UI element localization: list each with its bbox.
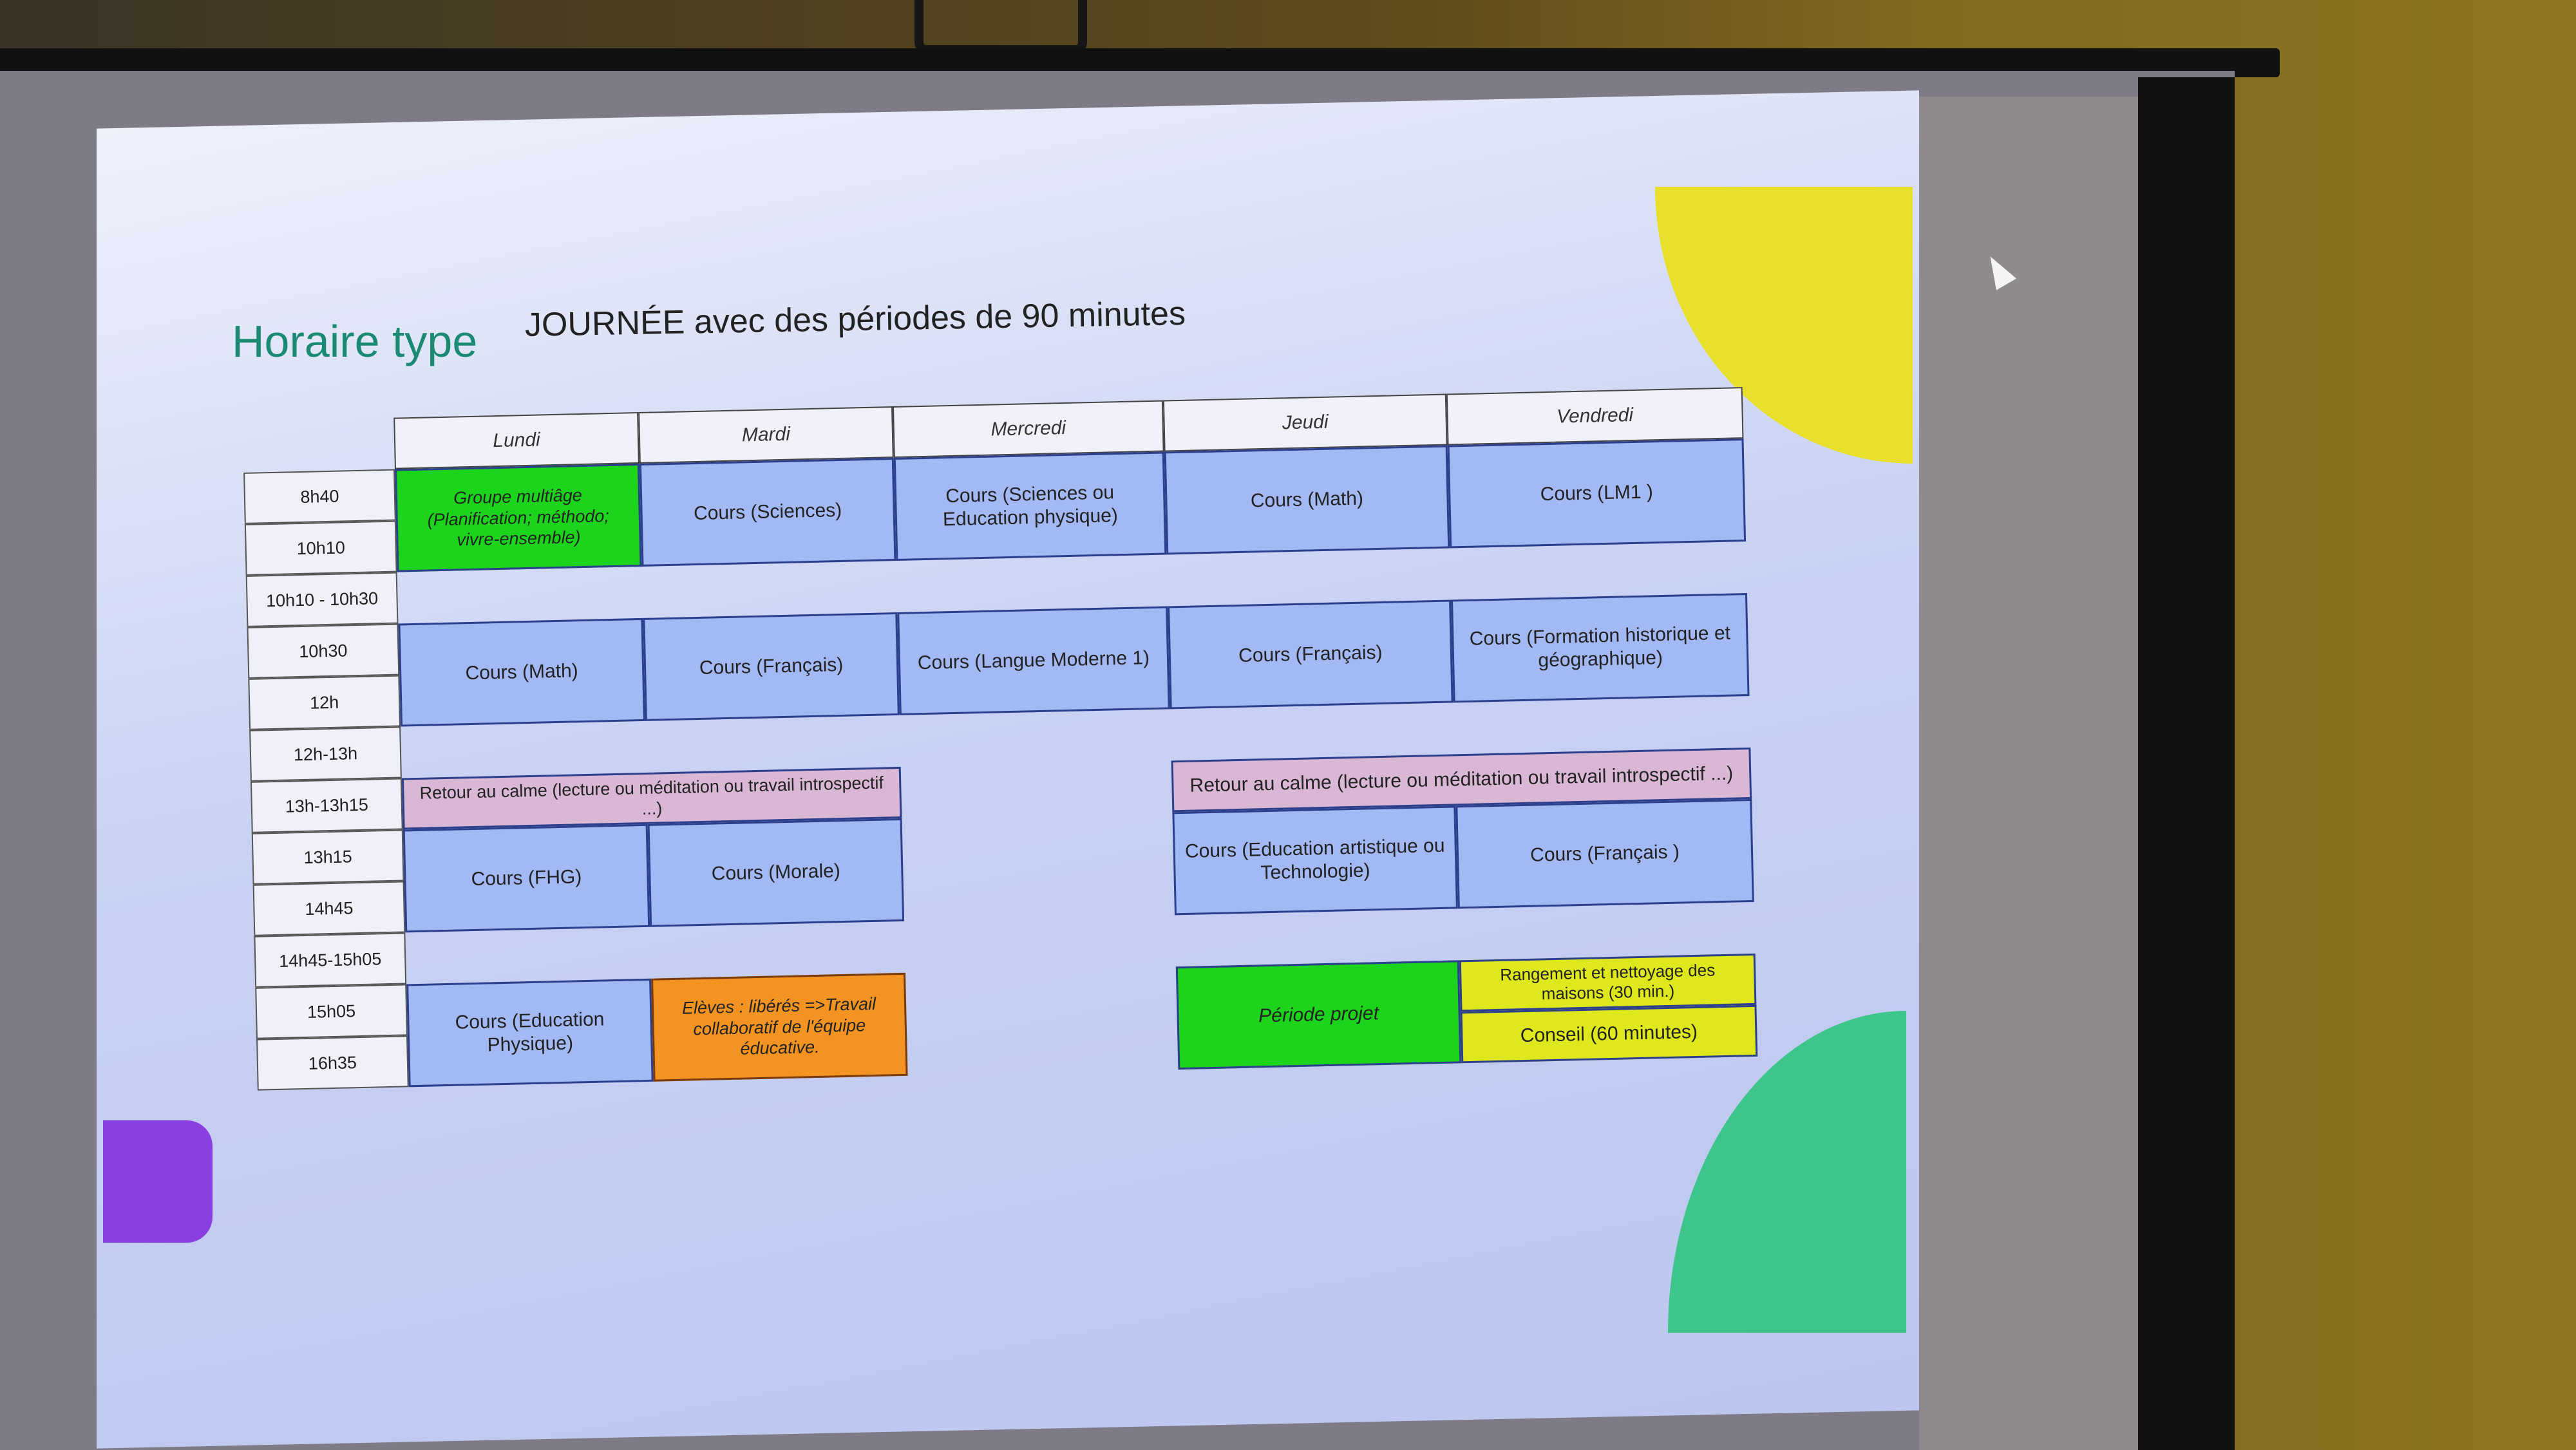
schedule-cell-jeudi-10h30: Cours (Français) xyxy=(1168,599,1454,709)
schedule-cell-mercredi-8h40: Cours (Sciences ou Education physique) xyxy=(894,452,1167,561)
time-slot: 13h-13h15 xyxy=(251,778,403,833)
day-header-lundi: Lundi xyxy=(393,412,639,469)
schedule-cell-mardi-10h30: Cours (Français) xyxy=(643,612,900,721)
time-slot: 12h xyxy=(248,675,401,730)
slide-subtitle: JOURNÉE avec des périodes de 90 minutes xyxy=(524,295,1186,344)
schedule-cell-mardi-8h40: Cours (Sciences) xyxy=(639,458,896,567)
day-header-mardi: Mardi xyxy=(638,406,894,464)
slide-title: Horaire type xyxy=(232,316,478,366)
schedule-cell-lundi-15h05: Cours (Education Physique) xyxy=(406,979,654,1088)
time-slot: 14h45-15h05 xyxy=(254,932,406,987)
day-header-jeudi: Jeudi xyxy=(1163,394,1448,452)
purple-decoration-shape xyxy=(103,1120,213,1243)
time-slot: 16h35 xyxy=(256,1035,409,1090)
retour-au-calme-right: Retour au calme (lecture ou méditation ou travail introspectif ...) xyxy=(1171,748,1752,812)
screen-frame-right xyxy=(2138,77,2235,1450)
schedule-cell-lundi-10h30: Cours (Math) xyxy=(398,618,645,727)
conseil-cell: Conseil (60 minutes) xyxy=(1461,1005,1758,1063)
schedule-cell-vendredi-13h15: Cours (Français ) xyxy=(1455,799,1754,909)
periode-projet-cell: Période projet xyxy=(1176,960,1462,1069)
retour-au-calme-left: Retour au calme (lecture ou méditation ou travail introspectif ...) xyxy=(402,767,902,830)
schedule-cell-jeudi-13h15: Cours (Education artistique ou Technologie) xyxy=(1172,805,1458,915)
time-slot: 14h45 xyxy=(253,881,406,936)
schedule-cell-vendredi-8h40: Cours (LM1 ) xyxy=(1448,438,1747,548)
time-slot: 8h40 xyxy=(243,469,396,524)
schedule-cell-mardi-13h15: Cours (Morale) xyxy=(648,818,905,927)
time-slot: 12h-13h xyxy=(249,727,402,782)
schedule-cell-vendredi-10h30: Cours (Formation historique et géographique) xyxy=(1451,593,1750,702)
schedule-cell-mardi-15h05: Elèves : libérés =>Travail collaboratif de l'équipe éducative. xyxy=(651,973,908,1082)
time-slot: 15h05 xyxy=(255,984,408,1039)
projector-screen-bracket xyxy=(914,0,1087,54)
schedule-cell-jeudi-8h40: Cours (Math) xyxy=(1164,446,1450,555)
rangement-cell: Rangement et nettoyage des maisons (30 min.) xyxy=(1459,954,1757,1012)
schedule-cell-mercredi-10h30: Cours (Langue Moderne 1) xyxy=(897,606,1170,715)
day-header-mercredi: Mercredi xyxy=(893,400,1164,458)
time-slot: 10h30 xyxy=(247,624,399,679)
time-slot: 13h15 xyxy=(252,829,404,884)
time-slot: 10h10 xyxy=(245,521,397,576)
timetable xyxy=(213,352,1742,1114)
schedule-cell-lundi-8h40: Groupe multiâge (Planification; méthodo; vivre-ensemble) xyxy=(395,464,642,572)
time-slot: 10h10 - 10h30 xyxy=(246,572,399,627)
schedule-cell-lundi-13h15: Cours (FHG) xyxy=(403,824,650,933)
day-header-vendredi: Vendredi xyxy=(1446,387,1744,445)
